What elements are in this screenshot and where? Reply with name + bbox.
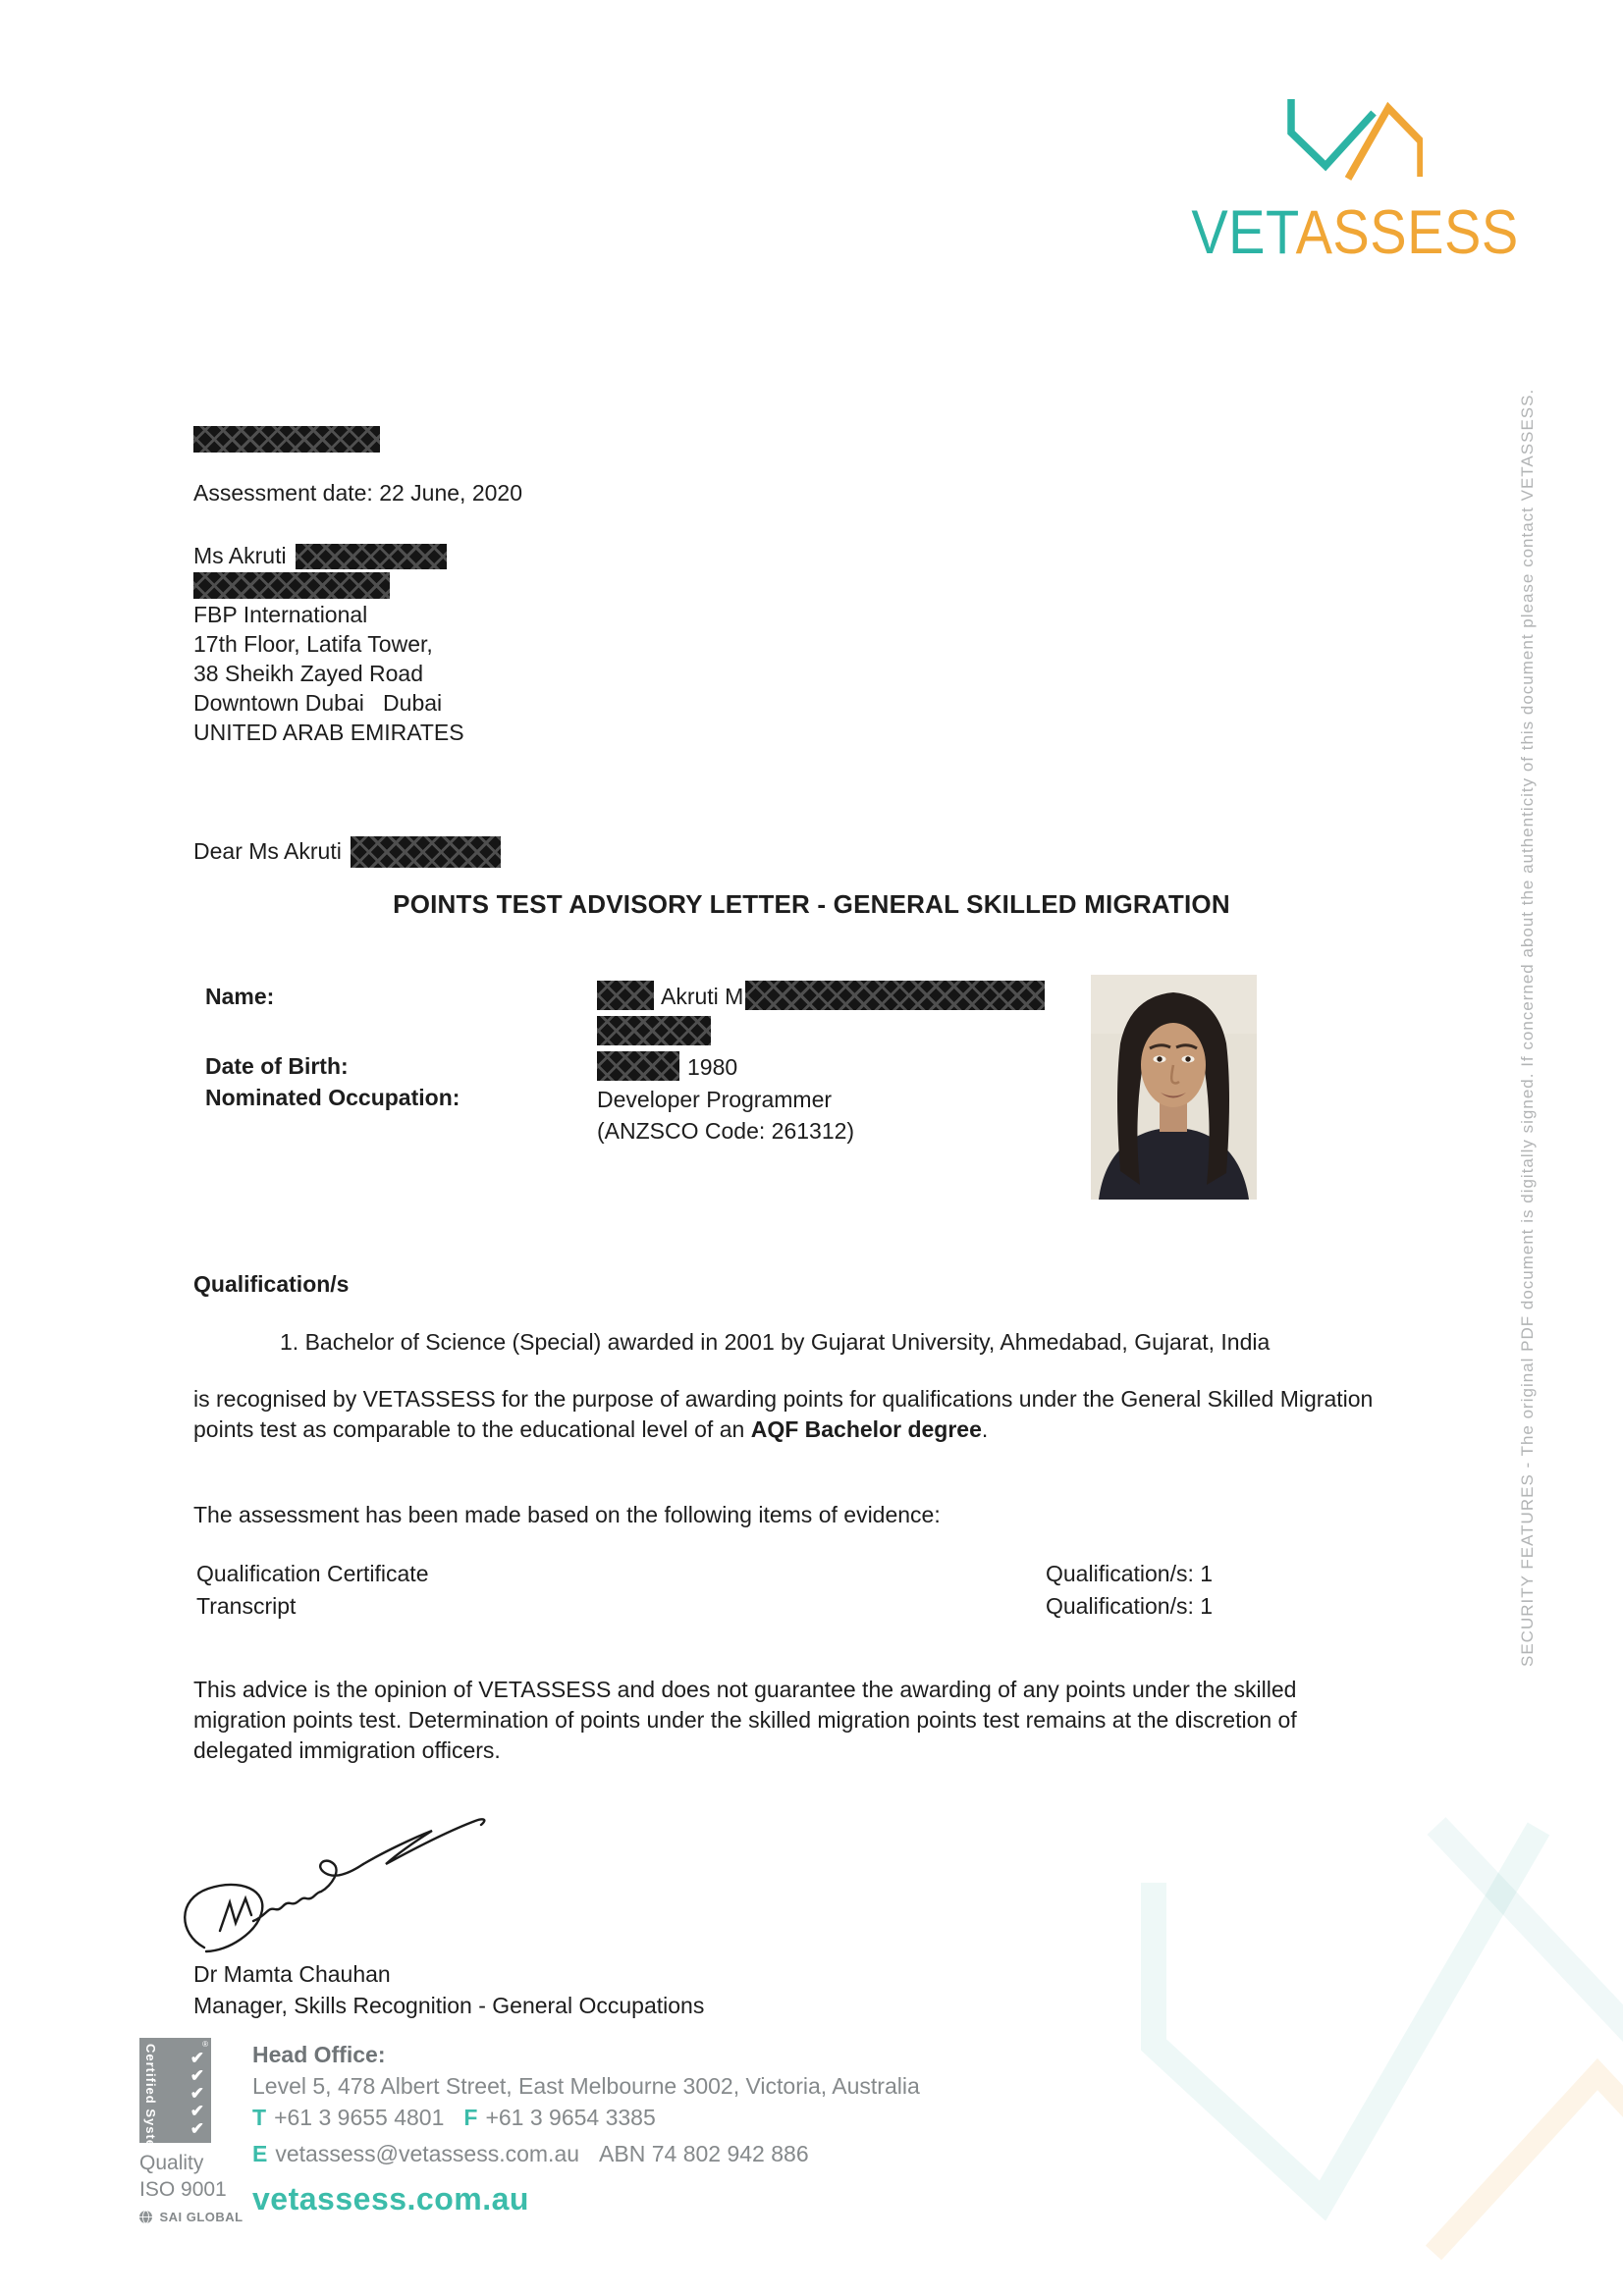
name-label: Name: — [205, 984, 275, 1009]
iso-certification-badge — [139, 2038, 211, 2161]
recipient-address-line1: 17th Floor, Latifa Tower, — [193, 631, 433, 657]
name-visible-part: Akruti M — [661, 984, 744, 1009]
check-icon: ✔ — [189, 2102, 204, 2120]
recognition-line1: is recognised by VETASSESS for the purpose of awarding points for qualifications under the General Skilled Migration — [193, 1386, 1374, 1412]
evidence-row-item: Qualification Certificate — [196, 1561, 429, 1586]
globe-icon — [139, 2211, 152, 2223]
evidence-intro: The assessment has been made based on the following items of evidence: — [193, 1502, 941, 1527]
brand-word-teal: VET — [1191, 197, 1296, 267]
vetassess-logo — [1174, 90, 1536, 267]
phone-t-label: T — [252, 2105, 267, 2130]
redaction-bar-name-line2 — [597, 1016, 711, 1045]
check-icon: ✔ — [189, 2066, 204, 2085]
disclaimer-paragraph — [193, 1675, 1297, 1766]
check-icon: ✔ — [189, 2084, 204, 2103]
registered-mark: ® — [202, 2040, 208, 2049]
recipient-name-prefix: Ms Akruti — [193, 543, 287, 568]
check-icon: ✔ — [189, 2119, 204, 2138]
recipient-address-line2: 38 Sheikh Zayed Road — [193, 661, 423, 686]
recognition-line2-before: points test as comparable to the educational level of an — [193, 1416, 751, 1442]
phone-t-value: +61 3 9655 4801 — [274, 2105, 445, 2130]
badge-quality-label: Quality — [139, 2152, 204, 2174]
recipient-address-line3: Downtown Dubai Dubai — [193, 690, 443, 716]
redaction-bar-dob — [597, 1051, 679, 1081]
anzsco-code: (ANZSCO Code: 261312) — [597, 1118, 855, 1144]
dob-visible-year: 1980 — [687, 1054, 738, 1080]
redaction-bar-address — [193, 572, 390, 599]
certified-system-label: Certified System — [143, 2044, 158, 2161]
phone-f-value: +61 3 9654 3385 — [485, 2105, 656, 2130]
website-text: vetassess.com.au — [252, 2181, 529, 2216]
recognition-aqf-level: AQF Bachelor degree — [750, 1416, 982, 1442]
disclaimer-line: delegated immigration officers. — [193, 1737, 501, 1763]
head-office-address: Level 5, 478 Albert Street, East Melbourne 3002, Victoria, Australia — [252, 2073, 920, 2099]
qualification-item: 1. Bachelor of Science (Special) awarded in 2001 by Gujarat University, Ahmedabad, Gujarat, India — [280, 1329, 1271, 1355]
redaction-bar-name-title — [597, 981, 654, 1010]
evidence-row-scope: Qualification/s: 1 — [1046, 1561, 1214, 1586]
recognition-line2 — [193, 1415, 1460, 1445]
signature-image — [175, 1809, 509, 1956]
disclaimer-line: This advice is the opinion of VETASSESS and does not guarantee the awarding of any points under the skilled — [193, 1677, 1297, 1702]
brand-wordmark — [1174, 196, 1536, 268]
evidence-row-scope: Qualification/s: 1 — [1046, 1593, 1214, 1619]
evidence-row-item: Transcript — [196, 1593, 297, 1619]
salutation — [193, 836, 501, 868]
check-icon: ✔ — [189, 2049, 204, 2067]
recognition-line2-after: . — [981, 1416, 989, 1442]
recognition-paragraph — [193, 1384, 1460, 1445]
logo-mark-icon — [1287, 90, 1423, 183]
sai-global-line — [139, 2209, 243, 2226]
portrait-photo — [1091, 975, 1257, 1200]
abn-value: ABN 74 802 942 886 — [599, 2141, 809, 2166]
dob-value — [597, 1051, 737, 1082]
check-ticks — [190, 2050, 204, 2138]
recipient-address-line4: UNITED ARAB EMIRATES — [193, 720, 464, 745]
salutation-prefix: Dear Ms Akruti — [193, 838, 342, 864]
occupation-label: Nominated Occupation: — [205, 1085, 460, 1110]
letter-title: POINTS TEST ADVISORY LETTER - GENERAL SKILLED MIGRATION — [393, 889, 1230, 919]
recipient-name-line — [193, 541, 464, 570]
recipient-address — [193, 541, 464, 747]
phone-f-label: F — [463, 2105, 478, 2130]
email-label: E — [252, 2141, 268, 2166]
email-value: vetassess@vetassess.com.au — [275, 2141, 580, 2166]
dob-label: Date of Birth: — [205, 1053, 349, 1079]
signatory-name: Dr Mamta Chauhan — [193, 1961, 391, 1987]
redaction-bar-surname — [296, 544, 447, 569]
assessment-date: Assessment date: 22 June, 2020 — [193, 480, 522, 506]
security-sidebar-text: SECURITY FEATURES - The original PDF document is digitally signed. If concerned about the authenticity of this document please contact VETASSESS. — [1518, 388, 1537, 1667]
phone-line — [252, 2105, 656, 2131]
redaction-bar-salutation — [351, 836, 501, 868]
recipient-org: FBP International — [193, 602, 368, 627]
signatory-title: Manager, Skills Recognition - General Occupations — [193, 1993, 705, 2018]
email-line — [252, 2141, 809, 2167]
qualifications-heading: Qualification/s — [193, 1271, 350, 1297]
name-value — [597, 981, 1045, 1011]
badge-iso-label: ISO 9001 — [139, 2178, 227, 2201]
redaction-bar-name-rest — [745, 981, 1045, 1010]
disclaimer-line: migration points test. Determination of points under the skilled migration points test remains at the discretion of — [193, 1707, 1297, 1733]
brand-word-orange: ASSESS — [1295, 197, 1519, 267]
occupation-value: Developer Programmer — [597, 1087, 833, 1112]
watermark-chevrons-icon — [1124, 1801, 1623, 2296]
head-office-label: Head Office: — [252, 2042, 386, 2067]
redaction-bar-reference — [193, 426, 380, 453]
sai-global-label: SAI GLOBAL — [159, 2210, 243, 2224]
